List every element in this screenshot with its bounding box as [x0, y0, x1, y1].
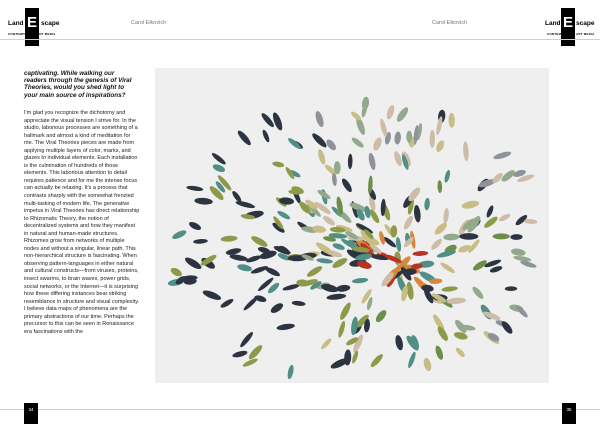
ceramic-leaf — [448, 113, 455, 128]
ceramic-leaf — [395, 237, 402, 253]
ceramic-leaf — [395, 106, 410, 124]
logo-scape-text: scape — [41, 20, 60, 27]
ceramic-leaf — [454, 346, 466, 358]
logo-e-block: E — [25, 8, 39, 46]
ceramic-leaf — [250, 234, 269, 249]
ceramic-leaf — [287, 364, 295, 379]
ceramic-leaf — [434, 345, 445, 361]
header-rule — [0, 39, 300, 40]
ceramic-leaf — [337, 320, 346, 338]
artwork-photo — [155, 68, 549, 383]
ceramic-leaf — [510, 234, 522, 240]
ceramic-leaf — [364, 205, 372, 218]
ceramic-leaf — [524, 219, 538, 225]
footer-rule — [300, 409, 600, 410]
ceramic-leaf — [221, 235, 238, 242]
ceramic-leaf — [435, 116, 444, 136]
ceramic-leaf — [493, 150, 512, 161]
ceramic-leaf — [171, 229, 187, 241]
logo-land-text: Land — [8, 20, 24, 27]
logo-land-text: Land — [545, 20, 561, 27]
ceramic-leaf — [271, 111, 284, 131]
ceramic-leaf — [332, 242, 346, 251]
ceramic-leaf — [424, 198, 430, 211]
ceramic-leaf — [326, 293, 346, 301]
ceramic-leaf — [374, 308, 388, 323]
ceramic-leaf — [413, 205, 421, 223]
ceramic-leaf — [211, 151, 227, 166]
ceramic-leaf — [194, 197, 213, 205]
running-author: Carol Elkovich — [131, 20, 167, 26]
ceramic-leaf — [325, 138, 338, 152]
ceramic-leaf — [402, 214, 415, 230]
ceramic-leaf — [350, 110, 363, 122]
ceramic-leaf — [306, 264, 324, 278]
ceramic-leaf — [261, 129, 270, 143]
ceramic-leaf — [237, 263, 253, 272]
ceramic-leaf — [235, 200, 256, 210]
running-author: Carol Elkovich — [432, 20, 468, 26]
ceramic-leaf — [433, 221, 449, 237]
ceramic-leaf — [269, 301, 285, 315]
ceramic-leaf — [510, 248, 526, 257]
ceramic-leaf — [272, 161, 285, 168]
ceramic-leaf — [186, 185, 203, 192]
leaf-installation-image — [155, 68, 549, 383]
ceramic-leaf — [193, 239, 208, 245]
ceramic-leaf — [453, 331, 468, 341]
ceramic-leaf — [367, 152, 376, 170]
ceramic-leaf — [183, 255, 203, 271]
ceramic-leaf — [430, 237, 444, 251]
ceramic-leaf — [239, 331, 255, 349]
ceramic-leaf — [212, 163, 226, 174]
ceramic-leaf — [361, 96, 370, 110]
ceramic-leaf — [412, 251, 428, 257]
ceramic-leaf — [435, 139, 446, 153]
ceramic-leaf — [314, 110, 325, 128]
ceramic-leaf — [430, 130, 435, 148]
ceramic-leaf — [368, 208, 381, 224]
ceramic-leaf — [394, 131, 402, 145]
ceramic-leaf — [320, 337, 333, 350]
header-rule — [300, 39, 600, 40]
logo-subtitle: CONTEMPORARY ART MEDIA — [8, 32, 56, 36]
ceramic-leaf — [422, 357, 432, 372]
ceramic-leaf — [338, 301, 353, 321]
ceramic-leaf — [322, 214, 337, 227]
ceramic-leaf — [336, 284, 351, 292]
ceramic-leaf — [276, 209, 291, 220]
ceramic-leaf — [245, 254, 262, 264]
ceramic-leaf — [331, 173, 337, 187]
ceramic-leaf — [331, 256, 349, 270]
ceramic-leaf — [394, 334, 404, 351]
logo-e-block: E — [561, 8, 575, 46]
ceramic-leaf — [406, 186, 422, 203]
page-number: 35 — [566, 407, 572, 412]
ceramic-leaf — [236, 129, 253, 147]
ceramic-leaf — [310, 132, 328, 150]
ceramic-leaf — [219, 297, 234, 309]
page-number: 34 — [28, 407, 34, 412]
ceramic-leaf — [169, 266, 183, 278]
ceramic-leaf — [439, 261, 456, 275]
ceramic-leaf — [485, 205, 495, 219]
interview-answer: I'm glad you recognize the dichotomy and appreciate the visual tension I strive for. In the studio, laborious processes are something of a hallmark and almost a kind of meditation for me. The Viral Theories pieces are made from applying multiple layers of color, marks, and glazes to individual elements. Each installation is the culmination of hundreds of those elements. This laborious attention to detail requires patience and for me the intense focus can actually be relaxing. It's a process that contrasts sharply with the somewhat frenzied multi-tasking of modern life. The generative impetus in Viral Theories has direct relationship to Rhizomatic Theory, the notion of decentralized systems and how they manifest in natural and human-made structures. Rhizomes grow from networks of multiple nodes and without a singular, linear path. This non-hierarchical structure is fascinating. When observing pattern-languages in either natural and cultural constructs—from viruses, proteins, insect swarms, to brain waves, power grids, social networks, or the Internet—it is surprising how these differing instances bear striking resemblance in structure and visual complexity. I believe data maps of phenomena are the primary abstractions of our time. Perhaps the precursor to this can be seen in Renaissance era fascinations with the — [24, 110, 140, 335]
ceramic-leaf — [291, 300, 305, 306]
ceramic-leaf — [390, 225, 397, 238]
ceramic-leaf — [340, 177, 354, 193]
ceramic-leaf — [443, 208, 450, 224]
ceramic-leaf — [348, 154, 353, 170]
ceramic-leaf — [437, 180, 442, 193]
ceramic-leaf — [407, 351, 417, 369]
logo-scape-text: scape — [576, 20, 595, 27]
interview-question: captivating. While walking our readers through the genesis of Viral Theories, would you shed light to your main source of inspirations? — [24, 70, 132, 99]
ceramic-leaf — [350, 136, 365, 149]
ceramic-leaf — [352, 277, 369, 284]
ceramic-leaf — [276, 323, 295, 332]
ceramic-leaf — [316, 258, 333, 265]
ceramic-leaf — [462, 141, 469, 161]
ceramic-leaf — [232, 350, 248, 359]
ceramic-leaf — [505, 286, 518, 291]
ceramic-leaf — [443, 169, 451, 183]
ceramic-leaf — [498, 212, 511, 222]
ceramic-leaf — [317, 149, 327, 166]
ceramic-leaf — [393, 150, 404, 167]
ceramic-leaf — [247, 343, 264, 361]
ceramic-leaf — [493, 233, 510, 239]
ceramic-leaf — [443, 233, 459, 241]
ceramic-leaf — [385, 104, 395, 120]
ceramic-leaf — [483, 215, 500, 230]
ceramic-leaf — [471, 285, 485, 300]
ceramic-leaf — [372, 136, 384, 151]
ceramic-leaf — [242, 295, 259, 312]
ceramic-leaf — [461, 199, 480, 210]
footer-rule — [0, 409, 300, 410]
ceramic-leaf — [264, 266, 281, 278]
ceramic-leaf — [202, 289, 223, 302]
ceramic-leaf — [188, 220, 202, 231]
ceramic-leaf — [441, 286, 458, 293]
ceramic-leaf — [369, 353, 384, 369]
logo-subtitle: CONTEMPORARY ART MEDIA — [547, 32, 595, 36]
